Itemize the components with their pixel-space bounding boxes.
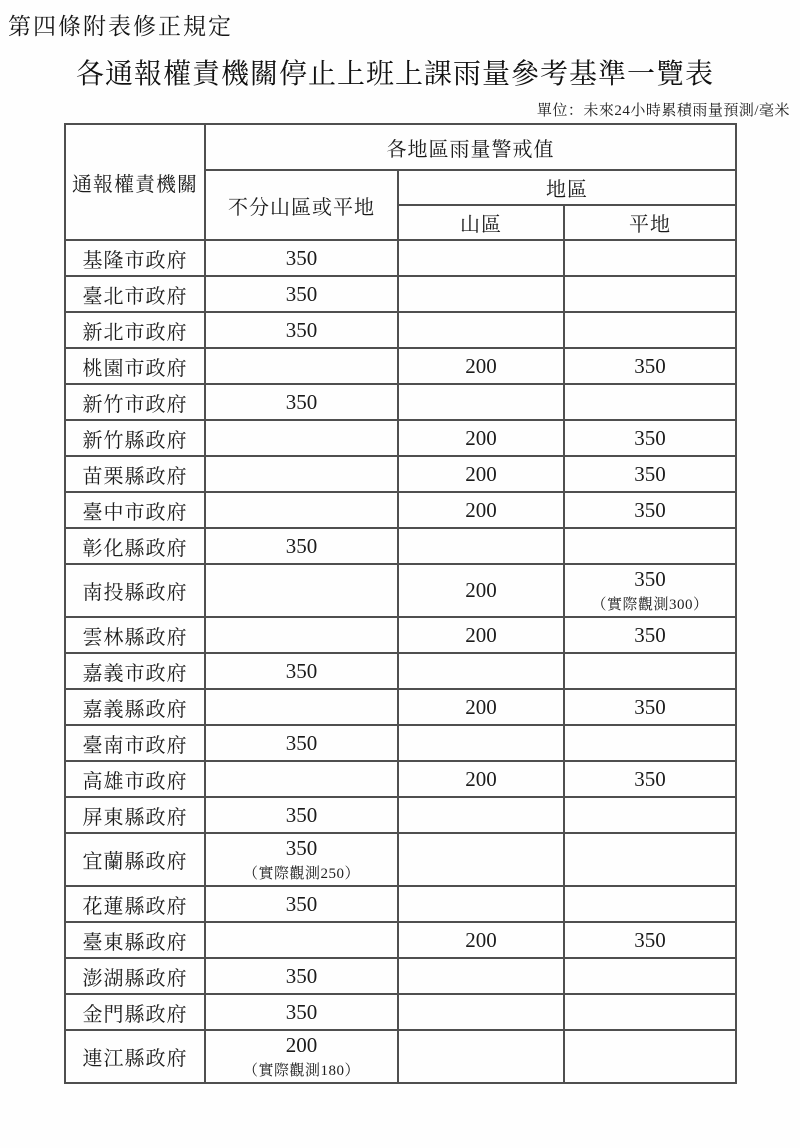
flatland-cell: 350 [564,456,736,492]
table-row [65,312,736,348]
flatland-cell [564,528,736,564]
table-row [65,456,736,492]
flatland-cell [564,833,736,886]
agency-cell: 南投縣政府 [65,564,205,617]
flatland-cell [564,725,736,761]
flatland-cell: 350 [564,689,736,725]
flatland-cell: 350 [564,922,736,958]
no-distinction-cell [205,761,398,797]
table-row [65,761,736,797]
flatland-cell [564,797,736,833]
mountain-cell [398,312,564,348]
flatland-cell [564,276,736,312]
agency-cell: 高雄市政府 [65,761,205,797]
mountain-cell [398,833,564,886]
header-flatland: 平地 [564,205,736,240]
table-row [65,922,736,958]
no-distinction-cell: 350 [205,312,398,348]
agency-cell: 金門縣政府 [65,994,205,1030]
no-distinction-cell: 350 [205,725,398,761]
page-title: 各通報權責機關停止上班上課雨量參考基準一覽表 [75,59,714,90]
agency-cell: 連江縣政府 [65,1030,205,1083]
mountain-cell [398,797,564,833]
table-row [65,276,736,312]
table-row [65,653,736,689]
table-row [65,994,736,1030]
observation-note: （實際觀測180） [242,1063,360,1079]
mountain-cell: 200 [398,348,564,384]
flatland-cell: 350 [564,492,736,528]
table-row [65,689,736,725]
agency-cell: 雲林縣政府 [65,617,205,653]
no-distinction-cell: 350 [205,528,398,564]
mountain-cell: 200 [398,564,564,617]
mountain-cell [398,653,564,689]
table-row [65,240,736,276]
no-distinction-cell [205,617,398,653]
mountain-cell [398,886,564,922]
flatland-cell [564,653,736,689]
mountain-cell: 200 [398,617,564,653]
table-row [65,958,736,994]
mountain-cell: 200 [398,492,564,528]
no-distinction-cell [205,564,398,617]
mountain-cell: 200 [398,761,564,797]
mountain-cell: 200 [398,922,564,958]
agency-cell: 臺北市政府 [65,276,205,312]
flatland-cell: 350 [564,348,736,384]
no-distinction-cell [205,456,398,492]
agency-cell: 臺東縣政府 [65,922,205,958]
no-distinction-cell: 350 [205,958,398,994]
no-distinction-cell: 350 （實際觀測250） [205,833,398,886]
agency-cell: 新北市政府 [65,312,205,348]
table-row [65,420,736,456]
no-distinction-cell [205,492,398,528]
table-row [65,725,736,761]
no-distinction-cell [205,689,398,725]
mountain-cell [398,725,564,761]
no-distinction-cell: 350 [205,240,398,276]
flatland-cell: 350 [564,761,736,797]
flatland-cell [564,1030,736,1083]
header-no-distinction: 不分山區或平地 [205,170,398,240]
flatland-cell [564,958,736,994]
agency-cell: 新竹縣政府 [65,420,205,456]
table-row [65,384,736,420]
no-distinction-cell: 200 （實際觀測180） [205,1030,398,1083]
flatland-cell [564,312,736,348]
agency-cell: 基隆市政府 [65,240,205,276]
flatland-cell: 350 （實際觀測300） [564,564,736,617]
no-distinction-cell [205,420,398,456]
no-distinction-cell: 350 [205,886,398,922]
agency-cell: 苗栗縣政府 [65,456,205,492]
flatland-cell: 350 [564,617,736,653]
table-row [65,833,736,886]
agency-cell: 花蓮縣政府 [65,886,205,922]
header-agency: 通報權責機關 [65,124,205,240]
no-distinction-cell: 350 [205,384,398,420]
agency-cell: 臺中市政府 [65,492,205,528]
no-distinction-cell [205,348,398,384]
table-row [65,564,736,617]
agency-cell: 臺南市政府 [65,725,205,761]
no-distinction-cell: 350 [205,994,398,1030]
agency-cell: 桃園市政府 [65,348,205,384]
mountain-cell [398,384,564,420]
table-body [65,240,736,1083]
mountain-cell [398,240,564,276]
table-header [65,124,736,240]
agency-cell: 嘉義市政府 [65,653,205,689]
rainfall-threshold-table [64,123,737,1084]
table-row [65,1030,736,1083]
agency-cell: 屏東縣政府 [65,797,205,833]
agency-cell: 彰化縣政府 [65,528,205,564]
mountain-cell [398,528,564,564]
flatland-cell: 350 [564,420,736,456]
table-row [65,886,736,922]
mountain-cell: 200 [398,689,564,725]
mountain-cell [398,958,564,994]
table-row [65,617,736,653]
table-row [65,348,736,384]
mountain-cell [398,276,564,312]
flatland-cell [564,384,736,420]
header-warning-values: 各地區雨量警戒值 [205,124,736,170]
header-region: 地區 [398,170,736,205]
mountain-cell: 200 [398,420,564,456]
agency-cell: 宜蘭縣政府 [65,833,205,886]
table-row [65,797,736,833]
agency-cell: 嘉義縣政府 [65,689,205,725]
observation-note: （實際觀測250） [242,866,360,882]
no-distinction-cell: 350 [205,276,398,312]
mountain-cell [398,1030,564,1083]
header-mountain: 山區 [398,205,564,240]
table-row [65,528,736,564]
section-heading: 第四條附表修正規定 [8,14,233,39]
no-distinction-cell: 350 [205,653,398,689]
mountain-cell: 200 [398,456,564,492]
observation-note: （實際觀測300） [591,597,709,613]
table-row [65,492,736,528]
flatland-cell [564,886,736,922]
flatland-cell [564,240,736,276]
no-distinction-cell [205,922,398,958]
agency-cell: 新竹市政府 [65,384,205,420]
agency-cell: 澎湖縣政府 [65,958,205,994]
flatland-cell [564,994,736,1030]
unit-note: 單位：未來24小時累積雨量預測/毫米 [536,103,790,119]
no-distinction-cell: 350 [205,797,398,833]
mountain-cell [398,994,564,1030]
